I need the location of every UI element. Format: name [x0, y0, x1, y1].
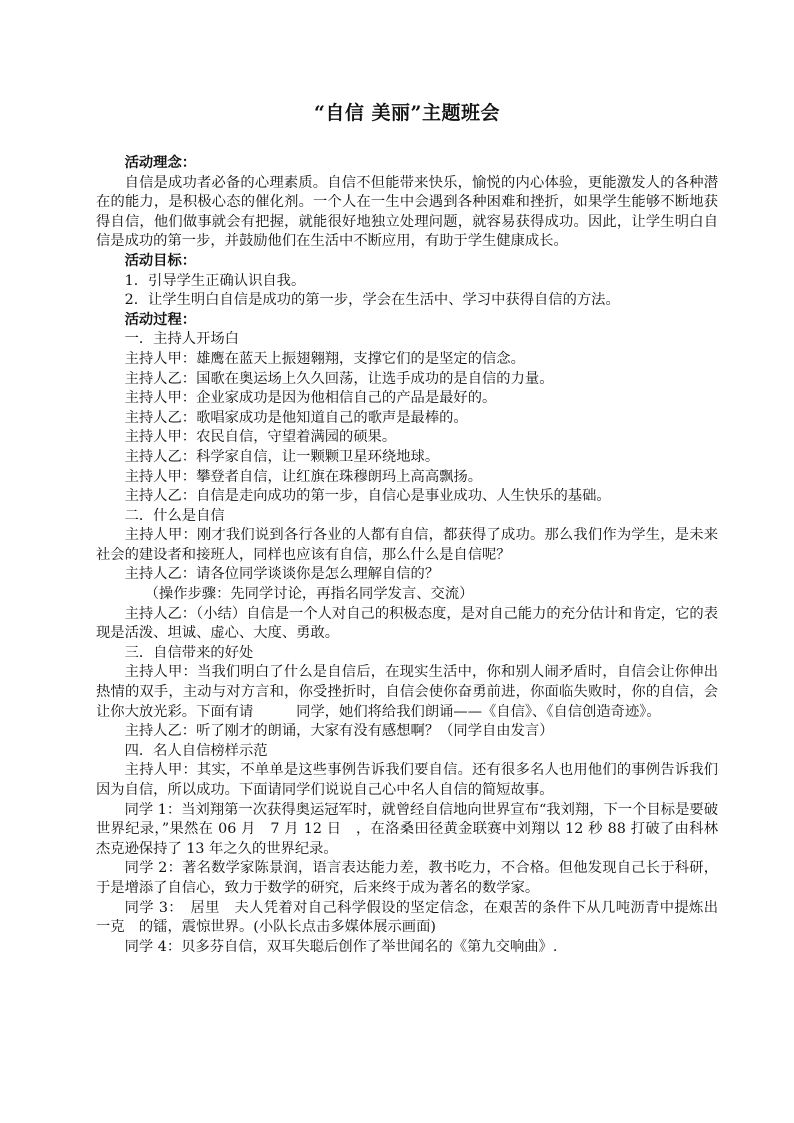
paragraph: 同学 1：当刘翔第一次获得奥运冠军时，就曾经自信地向世界宣布“我刘翔，下一个目标是要破世界纪录，”果然在 06 月 7 月 12 日 ，在洛桑田径黄金联赛中刘翔以 12 秒 88 打破了由科林杰克逊保持了 13 年之久的世界纪录。	[96, 801, 718, 857]
paragraph: 同学 2：著名数学家陈景润，语言表达能力差，教书吃力，不合格。但他发现自己长于科研，于是增添了自信心，致力于数学的研究，后来终于成为著名的数学家。	[96, 860, 718, 896]
section-heading: 活动过程：	[124, 311, 197, 328]
paragraph: 主持人甲：企业家成功是因为他相信自己的产品是最好的。	[124, 390, 497, 407]
paragraph: 二．什么是自信	[124, 507, 225, 524]
paragraph: 主持人甲：当我们明白了什么是自信后，在现实生活中，你和别人闹矛盾时，自信会让你伸出热情的双手，主动与对方言和，你受挫折时，自信会使你奋勇前进，你面临失败时，你的自信，会让你大放光彩。下面有请 同学，她们将给我们朗诵——《自信》、《自信创造奇迹》。	[96, 664, 718, 720]
paragraph: 主持人甲：雄鹰在蓝天上振翅翱翔，支撑它们的是坚定的信念。	[124, 350, 525, 367]
paragraph: 四．名人自信榜样示范	[124, 742, 268, 759]
paragraph: 同学 4：贝多芬自信，双耳失聪后创作了举世闻名的《第九交响曲》.	[124, 938, 558, 955]
paragraph: 主持人甲：农民自信，守望着满园的硕果。	[124, 429, 397, 446]
document-body	[96, 154, 733, 957]
paragraph: 主持人甲：其实，不单单是这些事例告诉我们要自信。还有很多名人也用他们的事例告诉我们因为自信，所以成功。下面请同学们说说自己心中名人自信的简短故事。	[96, 762, 718, 798]
paragraph: 主持人乙：国歌在奥运场上久久回荡，让选手成功的是自信的力量。	[124, 370, 554, 387]
paragraph: 1．引导学生正确认识自我。	[124, 272, 306, 289]
paragraph: 主持人乙：听了刚才的朗诵，大家有没有感想啊？（同学自由发言）	[124, 723, 554, 740]
paragraph: 主持人乙：歌唱家成功是他知道自己的歌声是最棒的。	[124, 409, 468, 426]
paragraph: 主持人乙：自信是走向成功的第一步，自信心是事业成功、人生快乐的基础。	[124, 488, 611, 505]
document-page	[96, 98, 733, 957]
section-heading: 活动目标：	[124, 252, 197, 269]
paragraph: 三．自信带来的好处	[124, 644, 254, 661]
paragraph: 主持人甲：攀登者自信，让红旗在珠穆朗玛上高高飘扬。	[124, 468, 483, 485]
document-title: “自信 美丽”主题班会	[314, 102, 500, 124]
paragraph: 主持人乙：科学家自信，让一颗颗卫星环绕地球。	[124, 448, 440, 465]
paragraph: 同学 3： 居里 夫人凭着对自己科学假设的坚定信念，在艰苦的条件下从几吨沥青中提炼出 一克 的镭，震惊世界。(小队长点击多媒体展示画面)	[96, 899, 733, 936]
paragraph: 自信是成功者必备的心理素质。自信不但能带来快乐，愉悦的内心体验，更能激发人的各种潜在的能力，是积极心态的催化剂。一个人在一生中会遇到各种困难和挫折，如果学生能够不断地获得自信，他们做事就会有把握，就能很好地独立处理问题，就容易获得成功。因此，让学生明白自信是成功的第一步，并鼓励他们在生活中不断应用，有助于学生健康成长。	[96, 174, 718, 250]
paragraph: 主持人甲：刚才我们说到各行各业的人都有自信，都获得了成功。那么我们作为学生，是未来社会的建设者和接班人，同样也应该有自信，那么什么是自信呢？	[96, 527, 718, 563]
paragraph: 2．让学生明白自信是成功的第一步，学会在生活中、学习中获得自信的方法。	[124, 292, 620, 309]
paragraph: 一．主持人开场白	[124, 331, 239, 348]
paragraph: （操作步骤：先同学讨论，再指名同学发言、交流）	[144, 586, 474, 603]
paragraph: 主持人乙：请各位同学谈谈你是怎么理解自信的？	[124, 566, 440, 583]
section-heading: 活动理念：	[124, 155, 197, 171]
paragraph: 主持人乙：（小结）自信是一个人对自己的积极态度，是对自己能力的充分估计和肯定，它的表现是活泼、坦诚、虚心、大度、勇敢。	[96, 605, 718, 642]
